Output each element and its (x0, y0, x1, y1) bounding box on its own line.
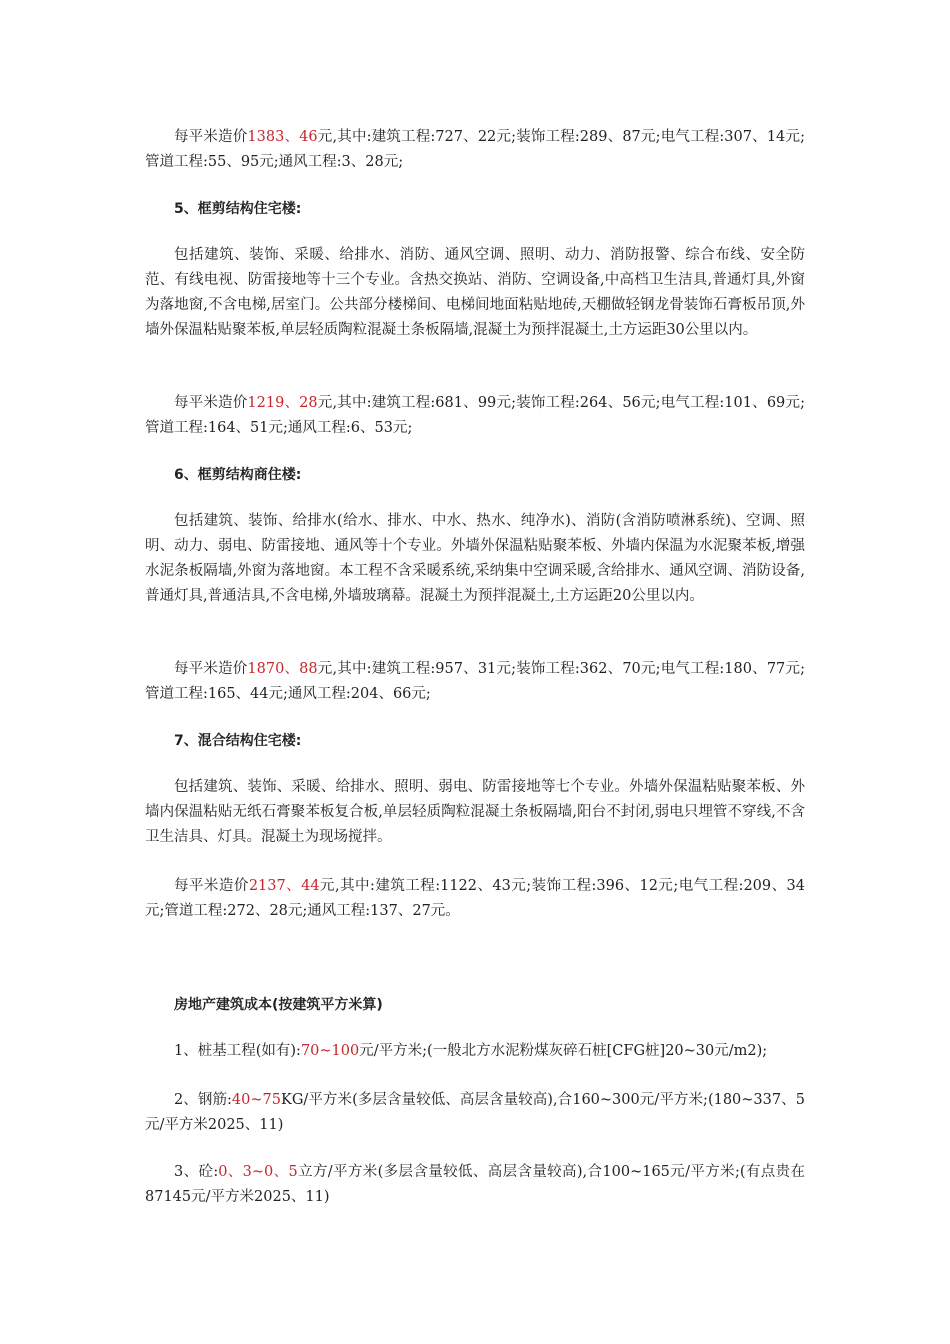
price-total-highlight: 1383、46 (247, 129, 318, 145)
cost-item-highlight: 0、3~0、5 (218, 1164, 298, 1180)
cost-item-highlight: 40~75 (231, 1092, 281, 1108)
price-paragraph (145, 391, 805, 441)
price-paragraph (145, 874, 805, 924)
price-breakdown: 元,其中:建筑工程:1122、43元;装饰工程:396、12元;电气工程:209、34元;管道工程:272、28元;通风工程:137、27元。 (145, 878, 805, 919)
price-prefix: 每平米造价 (174, 661, 248, 677)
cost-item (145, 1088, 805, 1138)
cost-item-detail: 立方/平方米(多层含量较低、高层含量较高),合100~165元/平方米;(有点贵在87145元/平方米2025、11) (145, 1164, 805, 1205)
price-paragraph (145, 125, 805, 175)
cost-item (145, 1039, 805, 1064)
cost-item-detail: 元/平方米;(一般北方水泥粉煤灰碎石桩[CFG桩]20~30元/m2); (359, 1043, 768, 1059)
price-breakdown: 元,其中:建筑工程:727、22元;装饰工程:289、87元;电气工程:307、14元;管道工程:55、95元;通风工程:3、28元; (145, 129, 806, 170)
price-breakdown: 元,其中:建筑工程:681、99元;装饰工程:264、56元;电气工程:101、69元;管道工程:164、51元;通风工程:6、53元; (145, 395, 806, 436)
section-description: 包括建筑、装饰、给排水(给水、排水、中水、热水、纯净水)、消防(含消防喷淋系统)、空调、照明、动力、弱电、防雷接地、通风等十个专业。外墙外保温粘贴聚苯板、外墙内保温为水泥聚苯板,增强水泥条板隔墙,外窗为落地窗。本工程不含采暖系统,采纳集中空调采暖,含给排水、通风空调、消防设备,普通灯具,普通洁具,不含电梯,外墙玻璃幕。混凝土为预拌混凝土,土方运距20公里以内。 (145, 513, 805, 604)
cost-item-label: 1、桩基工程(如有): (174, 1043, 301, 1059)
section-heading: 5、框剪结构住宅楼: (174, 201, 302, 217)
section-description: 包括建筑、装饰、采暖、给排水、照明、弱电、防雷接地等七个专业。外墙外保温粘贴聚苯板、外墙内保温粘贴无纸石膏聚苯板复合板,单层轻质陶粒混凝土条板隔墙,阳台不封闭,弱电只埋管不穿线,不含卫生洁具、灯具。混凝土为现场搅拌。 (145, 779, 805, 845)
cost-item-highlight: 70~100 (300, 1043, 360, 1059)
price-prefix: 每平米造价 (174, 395, 248, 411)
price-prefix: 每平米造价 (174, 878, 249, 894)
cost-item-detail: KG/平方米(多层含量较低、高层含量较高),合160~300元/平方米;(180~337、5元/平方米2025、11) (145, 1092, 805, 1133)
price-total-highlight: 1870、88 (247, 661, 318, 677)
price-breakdown: 元,其中:建筑工程:957、31元;装饰工程:362、70元;电气工程:180、77元;管道工程:165、44元;通风工程:204、66元; (145, 661, 806, 702)
cost-item-label: 2、钢筋: (174, 1092, 232, 1108)
price-paragraph (145, 657, 805, 707)
cost-section-heading: 房地产建筑成本(按建筑平方米算) (174, 997, 383, 1013)
price-prefix: 每平米造价 (174, 129, 248, 145)
price-total-highlight: 2137、44 (248, 878, 320, 894)
cost-item-label: 3、砼: (174, 1164, 219, 1180)
cost-item (145, 1160, 805, 1210)
section-heading: 7、混合结构住宅楼: (174, 733, 302, 749)
section-heading: 6、框剪结构商住楼: (174, 467, 302, 483)
price-total-highlight: 1219、28 (247, 395, 318, 411)
section-description: 包括建筑、装饰、采暖、给排水、消防、通风空调、照明、动力、消防报警、综合布线、安全防范、有线电视、防雷接地等十三个专业。含热交换站、消防、空调设备,中高档卫生洁具,普通灯具,外窗为落地窗,不含电梯,居室门。公共部分楼梯间、电梯间地面粘贴地砖,天棚做轻钢龙骨装饰石膏板吊顶,外墙外保温粘贴聚苯板,单层轻质陶粒混凝土条板隔墙,混凝土为预拌混凝土,土方运距30公里以内。 (145, 247, 805, 338)
